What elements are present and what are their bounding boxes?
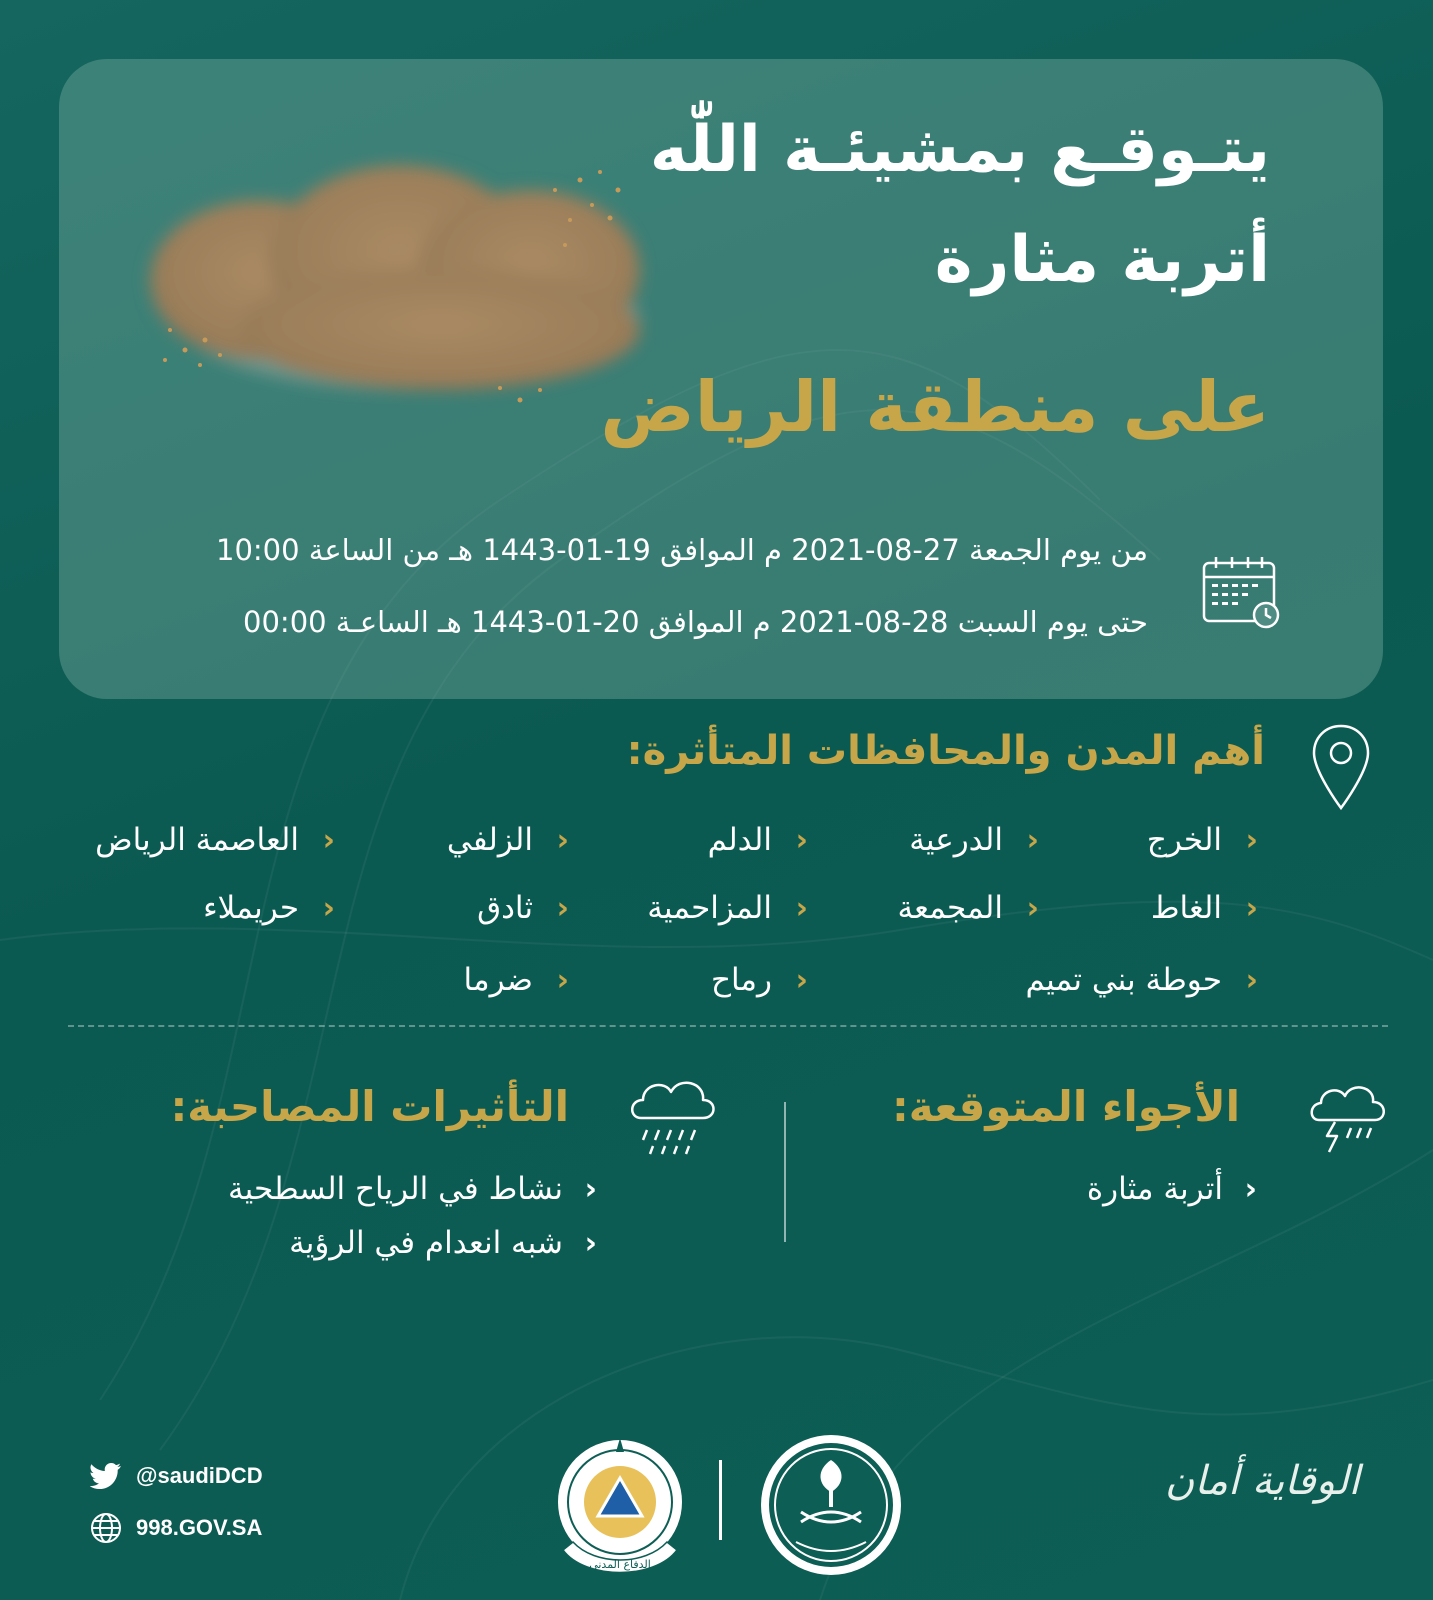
- chevron-icon: ‹: [795, 962, 808, 998]
- chevron-icon: ‹: [556, 962, 569, 998]
- chevron-icon: ‹: [584, 1225, 597, 1261]
- chevron-icon: ‹: [322, 890, 335, 926]
- logo-divider: [719, 1460, 722, 1540]
- date-to: حتى يوم السبت 28-08-2021 م الموافق 20-01-1443 هـ الساعـة 00:00: [243, 605, 1148, 639]
- effect-item: ‹ شبه انعدام في الرؤية: [289, 1225, 597, 1261]
- weather-item: ‹ أتربة مثارة: [1086, 1171, 1257, 1207]
- calendar-icon: [1200, 555, 1286, 633]
- globe-icon: [90, 1512, 122, 1544]
- twitter-icon: [90, 1462, 122, 1490]
- location-pin-icon: [1310, 722, 1372, 812]
- title-phenomenon: أتربة مثارة: [934, 223, 1270, 297]
- cities-heading: أهم المدن والمحافظات المتأثرة:: [626, 728, 1265, 774]
- title-forecast-line: يتـوقـع بمشيئـة اللّٰه: [649, 113, 1270, 187]
- website-link[interactable]: 998.GOV.SA: [90, 1512, 262, 1544]
- rain-cloud-icon: [625, 1070, 720, 1160]
- chevron-icon: ‹: [1245, 822, 1258, 858]
- city-item: ‹ ثادق: [477, 890, 569, 926]
- city-item: ‹ الزلفي: [446, 822, 569, 858]
- title-region: على منطقة الرياض: [600, 366, 1270, 448]
- city-item: ‹ المزاحمية: [647, 890, 808, 926]
- slogan-calligraphy: الوقاية أمان: [1165, 1458, 1360, 1504]
- city-item: ‹ حوطة بني تميم: [1025, 962, 1258, 998]
- chevron-icon: ‹: [556, 822, 569, 858]
- chevron-icon: ‹: [1026, 822, 1039, 858]
- city-item: ‹ رماح: [710, 962, 808, 998]
- city-item: ‹ الدرعية: [909, 822, 1039, 858]
- chevron-icon: ‹: [795, 890, 808, 926]
- date-from: من يوم الجمعة 27-08-2021 م الموافق 19-01-1443 هـ من الساعة 10:00: [216, 533, 1148, 567]
- section-divider: [68, 1025, 1388, 1027]
- thunderstorm-cloud-icon: [1305, 1070, 1391, 1156]
- chevron-icon: ‹: [556, 890, 569, 926]
- chevron-icon: ‹: [1245, 962, 1258, 998]
- city-item: ‹ الخرج: [1146, 822, 1258, 858]
- chevron-icon: ‹: [1026, 890, 1039, 926]
- city-item: ‹ المجمعة: [897, 890, 1039, 926]
- expected-weather-heading: الأجواء المتوقعة:: [891, 1082, 1240, 1131]
- city-item: ‹ حريملاء: [203, 890, 335, 926]
- city-item: ‹ العاصمة الرياض: [95, 822, 335, 858]
- civil-defense-logo-text: الدفاع المدني: [589, 1558, 651, 1571]
- chevron-icon: ‹: [1244, 1171, 1257, 1207]
- chevron-icon: ‹: [795, 822, 808, 858]
- chevron-icon: ‹: [322, 822, 335, 858]
- city-item: ‹ الغاط: [1150, 890, 1258, 926]
- city-item: ‹ ضرما: [463, 962, 569, 998]
- chevron-icon: ‹: [1245, 890, 1258, 926]
- effect-item: ‹ نشاط في الرياح السطحية: [228, 1171, 597, 1207]
- city-item: ‹ الدلم: [707, 822, 808, 858]
- vertical-divider: [784, 1102, 786, 1242]
- twitter-handle[interactable]: @saudiDCD: [90, 1462, 263, 1490]
- chevron-icon: ‹: [584, 1171, 597, 1207]
- civil-defense-logo: [545, 1430, 695, 1580]
- effects-heading: التأثيرات المصاحبة:: [170, 1082, 569, 1131]
- ministry-of-interior-logo: [756, 1430, 906, 1580]
